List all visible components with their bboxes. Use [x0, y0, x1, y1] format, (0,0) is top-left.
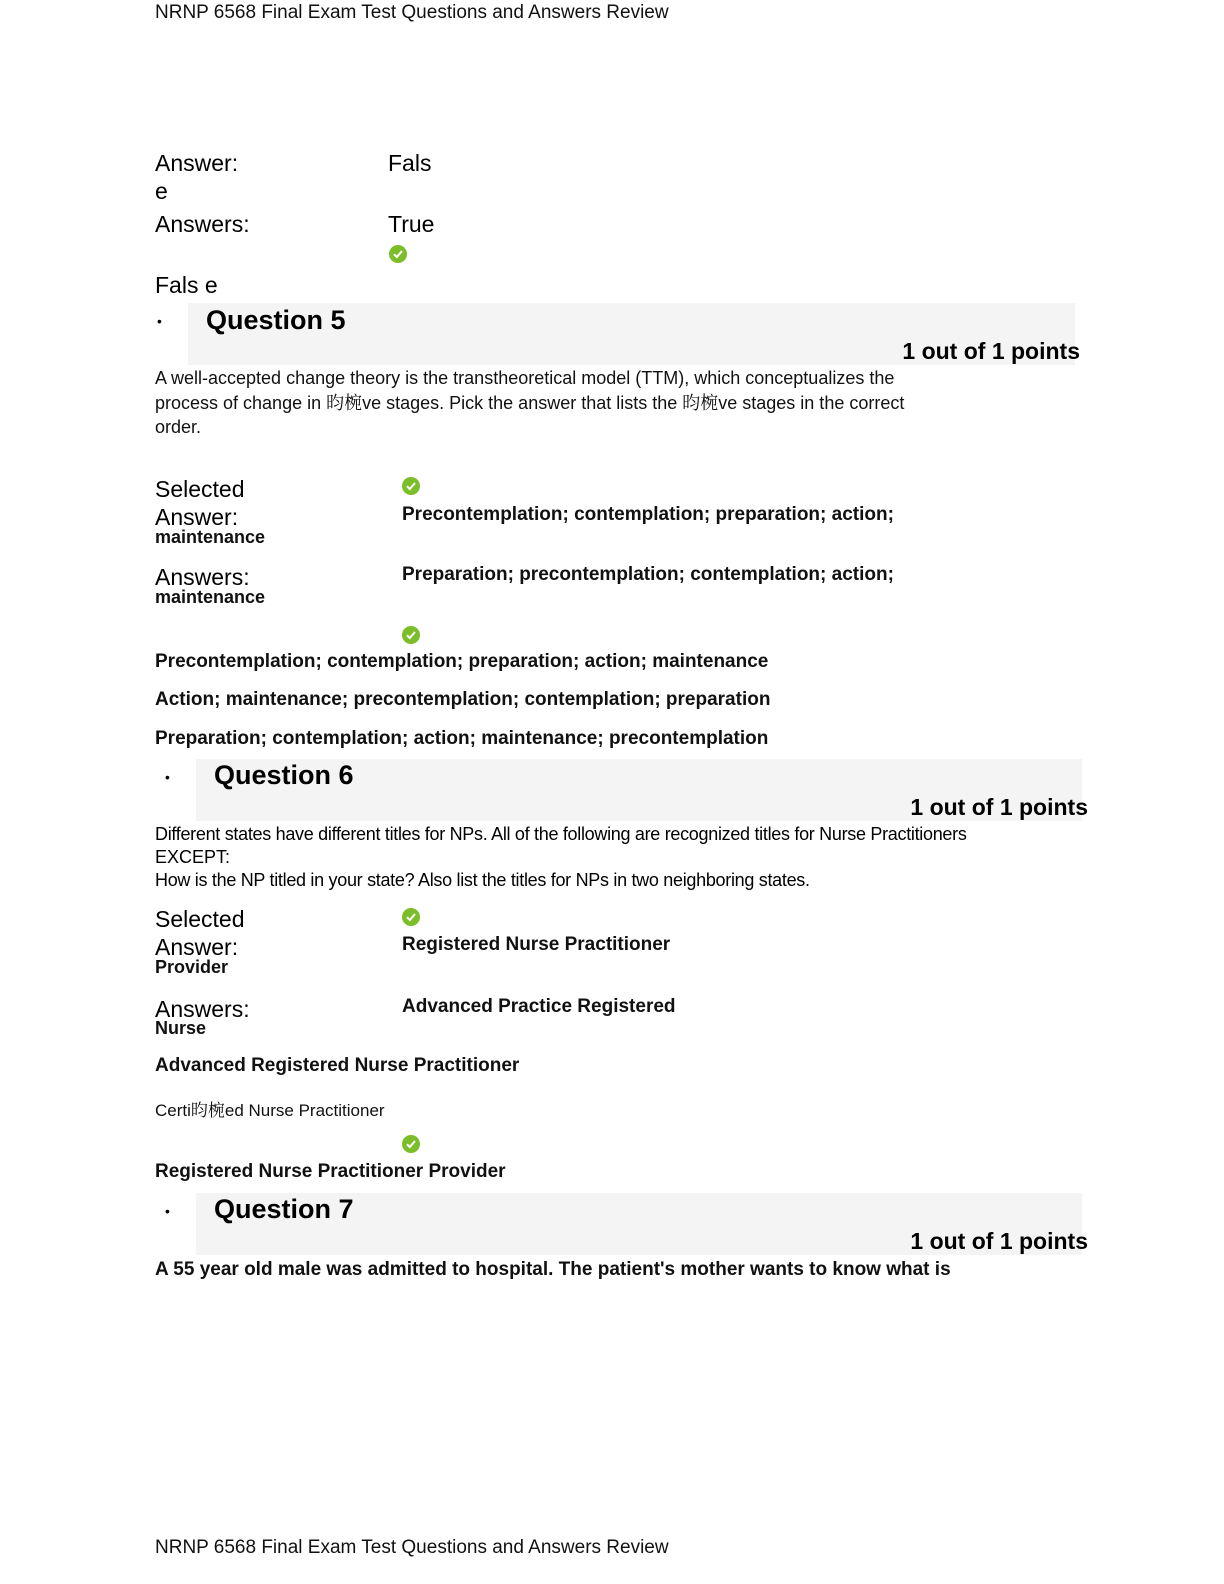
answers-label: Answers:: [155, 564, 250, 590]
answers-label: Answers:: [155, 996, 250, 1022]
answers-label-wrap: maintenance: [155, 587, 266, 607]
answer-option: Advanced Registered Nurse Practitioner: [155, 1055, 520, 1076]
selected-answer-wrap: Provider: [155, 957, 229, 977]
selected-answer-value: Registered Nurse Practitioner: [402, 934, 671, 955]
answer-value: Fals: [388, 150, 432, 176]
question-text-line: order.: [155, 417, 202, 437]
answer-option: Precontemplation; contemplation; preparation; action; maintenance: [155, 651, 769, 672]
answer-option: Advanced Practice Registered: [402, 996, 676, 1017]
question-points: 1 out of 1 points: [910, 794, 1088, 820]
bullet: •: [165, 769, 170, 785]
selected-answer-value: Precontemplation; contemplation; preparation; action;: [402, 504, 894, 525]
page-footer: NRNP 6568 Final Exam Test Questions and Answers Review: [155, 1537, 669, 1558]
question-text-line: How is the NP titled in your state? Also list the titles for NPs in two neighboring states.: [155, 870, 810, 890]
question-text-line: A 55 year old male was admitted to hospital. The patient's mother wants to know what is: [155, 1259, 951, 1280]
question-points: 1 out of 1 points: [910, 1228, 1088, 1254]
answer-option-true: True: [388, 211, 435, 237]
selected-answer-label: Answer:: [155, 934, 239, 960]
selected-label: Selected: [155, 906, 245, 932]
answers-label: Answers:: [155, 211, 250, 237]
check-circle-icon: [389, 245, 407, 263]
answer-option: Preparation; precontemplation; contemplation; action;: [402, 564, 894, 585]
bullet: •: [157, 313, 162, 329]
check-circle-icon: [402, 477, 420, 495]
selected-label: Selected: [155, 476, 245, 502]
question-title: Question 5: [206, 305, 346, 335]
question-title: Question 6: [214, 760, 354, 790]
selected-answer-wrap: maintenance: [155, 527, 266, 547]
bullet: •: [165, 1203, 170, 1219]
answers-label-wrap: Nurse: [155, 1018, 207, 1038]
question-text-line: Different states have different titles for NPs. All of the following are recognized titles for Nurse Practitioners: [155, 824, 967, 844]
question-points: 1 out of 1 points: [902, 338, 1080, 364]
answer-label-wrap: e: [155, 178, 168, 204]
check-circle-icon: [402, 626, 420, 644]
question-text-line: process of change in 昀椀ve stages. Pick the answer that lists the 昀椀ve stages in the correct: [155, 393, 905, 413]
answer-option-false: Fals e: [155, 272, 218, 298]
answer-label: Answer:: [155, 150, 239, 176]
check-circle-icon: [402, 1135, 420, 1153]
answer-option: Preparation; contemplation; action; maintenance; precontemplation: [155, 728, 769, 749]
page-header: NRNP 6568 Final Exam Test Questions and Answers Review: [155, 2, 669, 23]
check-circle-icon: [402, 908, 420, 926]
answer-option: Registered Nurse Practitioner Provider: [155, 1161, 506, 1182]
question-text-line: EXCEPT:: [155, 847, 231, 867]
question-text-line: A well-accepted change theory is the transtheoretical model (TTM), which conceptualizes the: [155, 368, 895, 388]
question-title: Question 7: [214, 1194, 354, 1224]
answer-option: Certi昀椀ed Nurse Practitioner: [155, 1101, 385, 1120]
answer-option: Action; maintenance; precontemplation; contemplation; preparation: [155, 689, 771, 710]
selected-answer-label: Answer:: [155, 504, 239, 530]
